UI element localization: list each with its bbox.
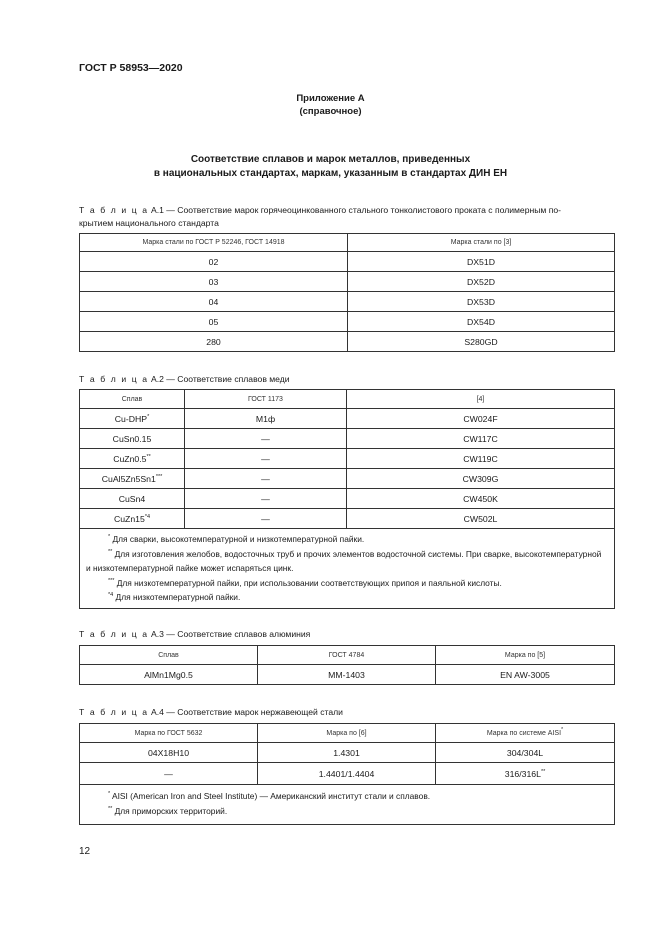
column-header: Марка по ГОСТ 5632 <box>80 724 258 743</box>
table-cell: 280 <box>80 332 348 352</box>
table-row <box>80 509 615 529</box>
table-cell: 316/316L** <box>436 763 615 785</box>
footnote: $^{*4}$ Для низкотемпературной пайки. <box>108 592 241 602</box>
table-a3 <box>79 645 615 685</box>
footnote-mark: *** <box>155 473 163 480</box>
annex-title: Приложение А <box>296 93 365 104</box>
table-cell: 02 <box>80 252 348 272</box>
table-cell: CW119C <box>347 449 615 469</box>
footnote-mark: ** <box>146 453 151 460</box>
table-row <box>80 252 615 272</box>
table-row <box>80 665 615 685</box>
table-label: Т а б л и ц а <box>79 374 149 384</box>
footnote: ** Для изготовления желобов, водосточных труб и прочих элементов водосточной системы. При сварке, высокотемпературной и низкотемпературной пайке может испаряться цинк. <box>86 548 602 573</box>
table3-caption: Т а б л и ц а А.3 — Соответствие сплавов алюминия <box>79 629 311 639</box>
table-row <box>80 272 615 292</box>
table-cell: 04Х18Н10 <box>80 743 258 763</box>
table-cell: CW309G <box>347 469 615 489</box>
page-number: 12 <box>79 846 91 857</box>
table-cell: CW450K <box>347 489 615 509</box>
column-header: ГОСТ 1173 <box>185 390 347 409</box>
table-cell: 1.4301 <box>258 743 436 763</box>
table-cell: DX52D <box>348 272 615 292</box>
table-header-row <box>80 646 615 665</box>
table-cell: CW117C <box>347 429 615 449</box>
footnote-mark: * <box>147 413 150 420</box>
footnote-mark: *4 <box>144 513 151 520</box>
table-cell: 304/304L <box>436 743 615 763</box>
table2-caption: Т а б л и ц а А.2 — Соответствие сплавов меди <box>79 374 290 384</box>
footnote: * Для сварки, высокотемпературной и низкотемпературной пайки. <box>108 534 365 544</box>
table-cell: CW024F <box>347 409 615 429</box>
table-row <box>80 429 615 449</box>
table-cell: CuZn15$^{*4}$ <box>80 509 185 529</box>
table-cell: AlMn1Mg0.5 <box>80 665 258 685</box>
footnote: *** Для низкотемпературной пайки, при использовании соответствующих припоя и паяльной кислоты. <box>108 577 502 588</box>
table-cell: DX51D <box>348 252 615 272</box>
table-row <box>80 409 615 429</box>
table-row <box>80 469 615 489</box>
table-cell: EN AW-3005 <box>436 665 615 685</box>
table-row <box>80 332 615 352</box>
table-cell: DX53D <box>348 292 615 312</box>
table-cell: ММ-1403 <box>258 665 436 685</box>
table-cell: 04 <box>80 292 348 312</box>
table-row <box>80 489 615 509</box>
table-label: Т а б л и ц а <box>79 707 149 717</box>
table-cell: — <box>185 449 347 469</box>
table-cell: S280GD <box>348 332 615 352</box>
column-header: Марка стали по [3] <box>348 234 615 252</box>
main-title-line1: Соответствие сплавов и марок металлов, приведенных <box>190 154 471 165</box>
table-label: Т а б л и ц а <box>79 629 149 639</box>
table1-caption-line2: крытием национального стандарта <box>79 218 219 228</box>
column-header: [4] <box>347 390 615 409</box>
column-header: ГОСТ 4784 <box>258 646 436 665</box>
table-cell: — <box>80 763 258 785</box>
footnote: * AISI (American Iron and Steel Institute) — Американский институт стали и сплавов. <box>108 791 431 801</box>
table-row <box>80 449 615 469</box>
table-cell: CuAl5Zn5Sn1*** <box>80 469 185 489</box>
table-notes <box>80 785 615 825</box>
table-cell: Cu-DHP* <box>80 409 185 429</box>
table-cell: DX54D <box>348 312 615 332</box>
footnote-mark: * <box>561 726 564 733</box>
table-cell: CuSn4 <box>80 489 185 509</box>
table-header-row <box>80 234 615 252</box>
table-cell: — <box>185 469 347 489</box>
table-cell: — <box>185 429 347 449</box>
column-header: Марка по [6] <box>258 724 436 743</box>
column-header: Марка стали по ГОСТ Р 52246, ГОСТ 14918 <box>80 234 348 252</box>
table-cell: CuZn0.5** <box>80 449 185 469</box>
column-header: Сплав <box>80 390 185 409</box>
table-cell: М1ф <box>185 409 347 429</box>
column-header: Марка по системе AISI* <box>436 724 615 743</box>
main-title-line2: в национальных стандартах, маркам, указанным в стандартах ДИН ЕН <box>153 168 508 179</box>
footnote-mark: ** <box>540 768 546 775</box>
table1-caption: Т а б л и ц а А.1 — Соответствие марок горячеоцинкованного стального тонколистового проката с полимерным по- <box>79 205 561 215</box>
table-notes-row <box>80 529 615 609</box>
table-a4 <box>79 723 615 825</box>
table-row <box>80 743 615 763</box>
annex-subtitle: (справочное) <box>299 106 362 117</box>
table-cell: — <box>185 489 347 509</box>
document-header: ГОСТ Р 58953—2020 <box>79 62 183 74</box>
table-cell: 05 <box>80 312 348 332</box>
footnote: ** Для приморских территорий. <box>108 805 228 816</box>
table-a2 <box>79 389 615 609</box>
table-notes <box>80 529 615 609</box>
table-row <box>80 312 615 332</box>
table-cell: CuSn0.15 <box>80 429 185 449</box>
column-header: Марка по [5] <box>436 646 615 665</box>
table4-caption: Т а б л и ц а А.4 — Соответствие марок нержавеющей стали <box>79 707 343 717</box>
table-row <box>80 763 615 785</box>
column-header: Сплав <box>80 646 258 665</box>
table-header-row <box>80 390 615 409</box>
table-cell: — <box>185 509 347 529</box>
table-notes-row <box>80 785 615 825</box>
table-row <box>80 292 615 312</box>
table-header-row <box>80 724 615 743</box>
table-cell: CW502L <box>347 509 615 529</box>
table-a1 <box>79 233 615 352</box>
table-cell: 1.4401/1.4404 <box>258 763 436 785</box>
table-label: Т а б л и ц а <box>79 205 149 215</box>
table-cell: 03 <box>80 272 348 292</box>
